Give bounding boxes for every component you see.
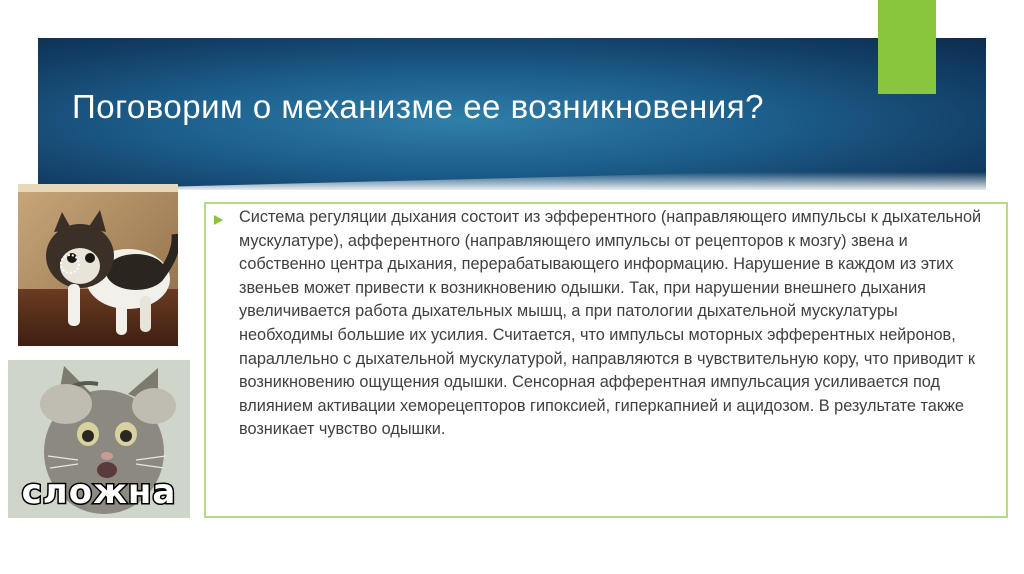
body-text: Система регуляции дыхания состоит из эфферентного (направляющего импульсы к дыхательной мускулатуре), афферентного (направляющего импульсы от рецепторов к мозгу) звена и собственно центра дыхания, перерабатывающего информацию. Нарушение в каждом из этих звеньев может привести к возникновению одышки. Так, при нарушении внешнего дыхания увеличивается работа дыхательных мышц, а при патологии дыхательной мускулатуры необходимы большие их усилия. Считается, что импульсы моторных эфферентных нейронов, параллельно с дыхательной мускулатурой, направляются в чувствительную кору, что приводит к возникновению ощущения одышки. Сенсорная афферентная импульсация усиливается под влиянием активации хеморецепторов гипоксией, гиперкапнией и ацидозом. В результате также возникает чувство одышки.: [239, 208, 982, 439]
cat-meme-image: [8, 360, 190, 518]
slide-title: Поговорим о механизме ее возникновения?: [72, 88, 764, 125]
cat-photo-confused: [18, 184, 178, 346]
meme-caption: сложна: [21, 472, 177, 512]
triangle-bullet-icon: [212, 214, 224, 226]
accent-rectangle: [878, 0, 936, 94]
